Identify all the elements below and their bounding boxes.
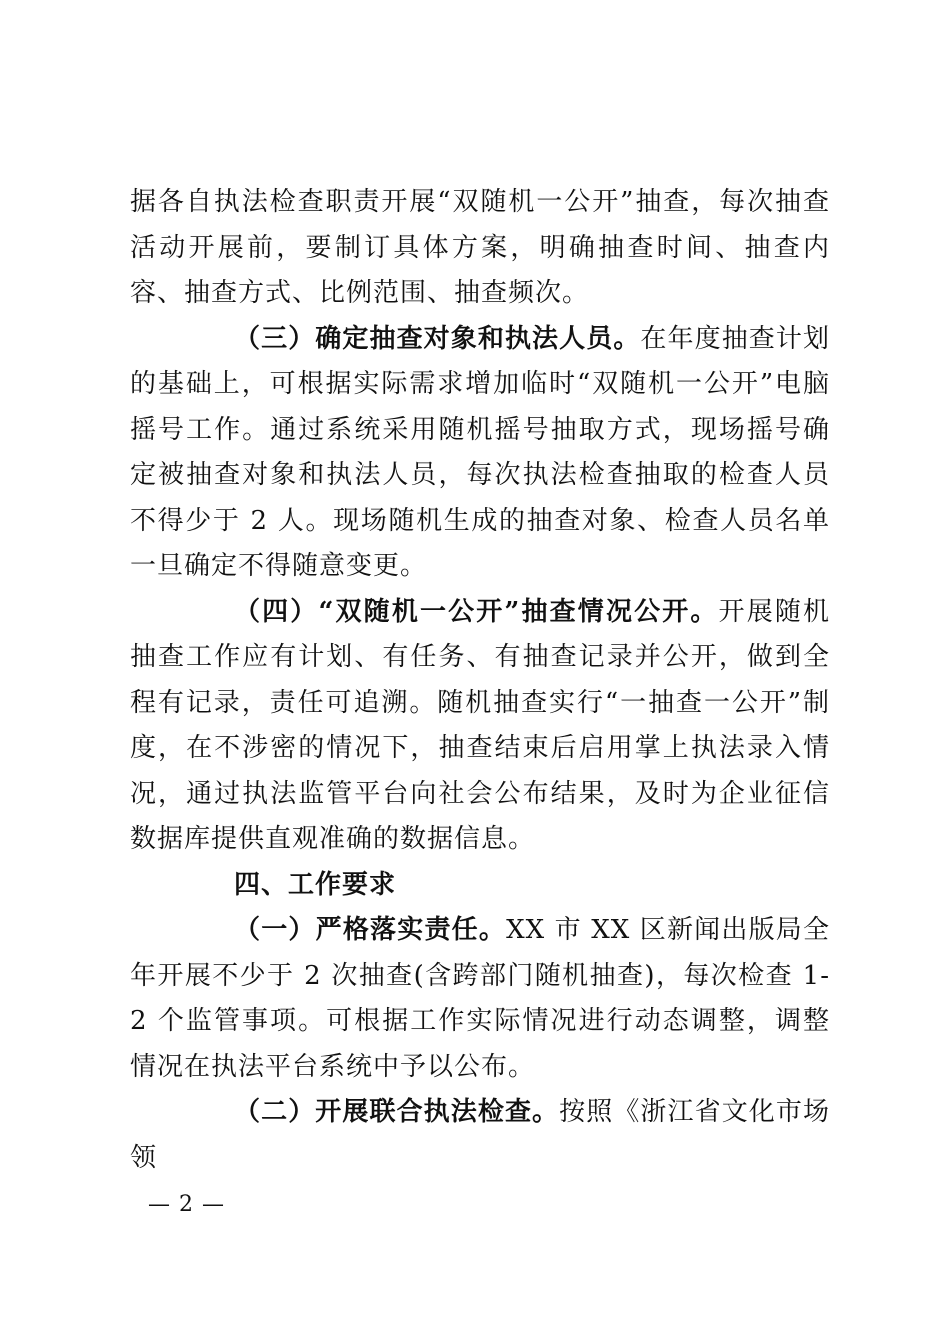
paragraph-text: XX 市 XX 区新闻出版局全年开展不少于 2 次抽查(含跨部门随机抽查)，每次检查 1-2 个监管事项。可根据工作实际情况进行动态调整，调整情况在执法平台系统中予以公布。	[130, 915, 830, 1082]
paragraph-lead: （二）开展联合执法检查。	[234, 1097, 560, 1127]
paragraph-lead: （三）确定抽查对象和执法人员。	[234, 323, 641, 354]
paragraph-lead: （四）“双随机一公开”抽查情况公开。	[234, 596, 719, 627]
paragraph-continuation	[130, 180, 830, 317]
document-body	[130, 180, 830, 1181]
paragraph-item-1	[130, 908, 830, 1090]
page-number: — 2 —	[148, 1192, 225, 1217]
section-heading: 四、工作要求	[234, 869, 397, 900]
paragraph-text: 按照《浙江省文化市场领	[130, 1097, 830, 1173]
paragraph-item-4	[130, 590, 830, 863]
paragraph-lead: （一）严格落实责任。	[234, 915, 507, 945]
paragraph-text: 在年度抽查计划的基础上，可根据实际需求增加临时“双随机一公开”电脑摇号工作。通过系统采用随机摇号抽取方式，现场摇号确定被抽查对象和执法人员，每次执法检查抽取的检查人员不得少于 2 人。现场随机生成的抽查对象、检查人员名单一旦确定不得随意变更。	[130, 323, 830, 581]
paragraph-item-3	[130, 317, 830, 590]
paragraph-text: 开展随机抽查工作应有计划、有任务、有抽查记录并公开，做到全程有记录，责任可追溯。随机抽查实行“一抽查一公开”制度，在不涉密的情况下，抽查结束后启用掌上执法录入情况，通过执法监管平台向社会公布结果，及时为企业征信数据库提供直观准确的数据信息。	[130, 596, 830, 854]
paragraph-item-2	[130, 1090, 830, 1181]
paragraph-text: 据各自执法检查职责开展“双随机一公开”抽查，每次抽查活动开展前，要制订具体方案，明确抽查时间、抽查内容、抽查方式、比例范围、抽查频次。	[130, 187, 830, 308]
